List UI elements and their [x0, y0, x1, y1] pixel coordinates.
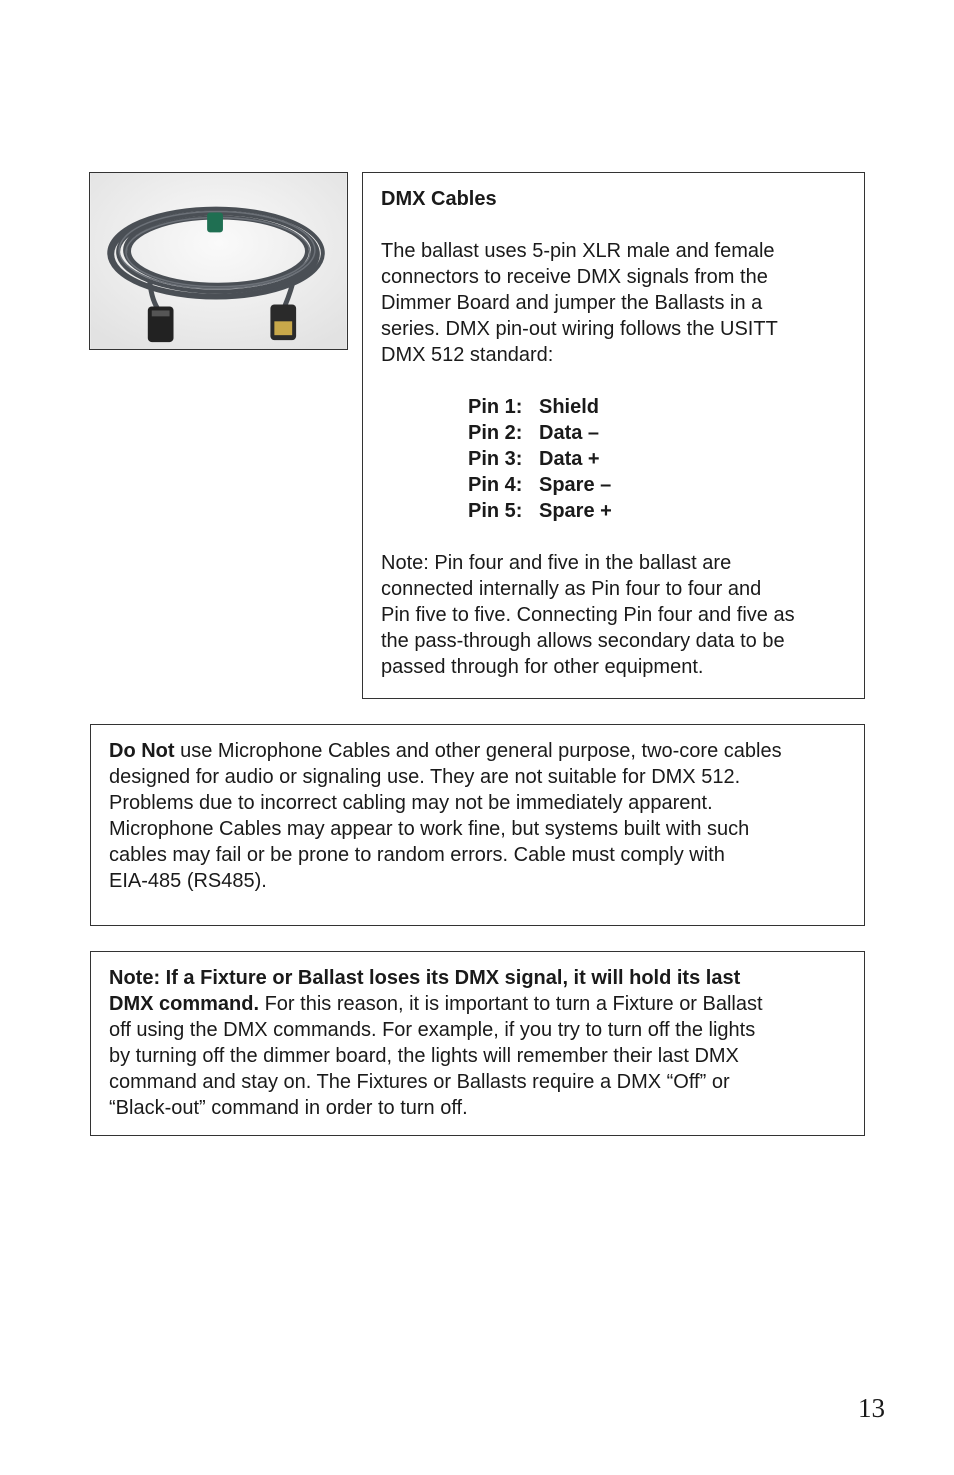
pin-label: Pin 3: — [468, 448, 523, 470]
warning-line: designed for audio or signaling use. They are not suitable for DMX 512. — [109, 766, 741, 788]
warning-line: cables may fail or be prone to random errors. Cable must comply with — [109, 844, 725, 866]
signal-note-line — [109, 991, 846, 1017]
signal-note-line: off using the DMX commands. For example, if you try to turn off the lights — [109, 1019, 756, 1041]
signal-note-text — [109, 965, 846, 1121]
intro-line: DMX 512 standard: — [381, 344, 554, 366]
pin-label: Pin 1: — [468, 396, 523, 418]
pin-row — [468, 498, 846, 524]
dmx-note — [381, 550, 846, 680]
warning-line — [109, 738, 846, 764]
note-line: passed through for other equipment. — [381, 656, 704, 678]
warning-line: Microphone Cables may appear to work fine, but systems built with such — [109, 818, 750, 840]
microphone-cable-warning-box — [90, 724, 865, 926]
note-line: the pass-through allows secondary data to be — [381, 630, 785, 652]
warning-text — [109, 738, 846, 894]
note-line: connected internally as Pin four to four and — [381, 578, 762, 600]
signal-note-line: “Black-out” command in order to turn off. — [109, 1097, 468, 1119]
intro-line: Dimmer Board and jumper the Ballasts in a — [381, 292, 763, 314]
note-line: Note: Pin four and five in the ballast are — [381, 552, 732, 574]
warning-line: Problems due to incorrect cabling may not be immediately apparent. — [109, 792, 713, 814]
signal-note-line: by turning off the dimmer board, the lights will remember their last DMX — [109, 1045, 739, 1067]
pin-label: Pin 2: — [468, 422, 523, 444]
pin-value: Spare – — [539, 474, 612, 496]
pin-value: Spare + — [539, 500, 612, 522]
warning-lead: Do Not — [109, 740, 175, 762]
warning-line-rest: use Microphone Cables and other general purpose, two-core cables — [174, 740, 782, 762]
signal-note-line: command and stay on. The Fixtures or Ballasts require a DMX “Off” or — [109, 1071, 730, 1093]
pin-value: Data + — [539, 448, 600, 470]
dmx-signal-note-box — [90, 951, 865, 1136]
dmx-cables-title: DMX Cables — [381, 188, 497, 210]
pin-out-list — [468, 394, 846, 524]
signal-note-line-rest: For this reason, it is important to turn a Fixture or Ballast — [259, 993, 763, 1015]
pin-label: Pin 4: — [468, 474, 523, 496]
dmx-cable-icon — [90, 173, 347, 349]
pin-value: Shield — [539, 396, 600, 418]
dmx-cables-box — [362, 172, 865, 699]
pin-value: Data – — [539, 422, 600, 444]
dmx-intro — [381, 238, 846, 368]
pin-label: Pin 5: — [468, 500, 523, 522]
signal-note-bold-phrase: DMX command. — [109, 993, 260, 1015]
pin-row — [468, 394, 846, 420]
intro-line: The ballast uses 5-pin XLR male and female — [381, 240, 775, 262]
warning-line: EIA-485 (RS485). — [109, 870, 267, 892]
page-number: 13 — [858, 1393, 885, 1423]
intro-line: connectors to receive DMX signals from the — [381, 266, 768, 288]
pin-row — [468, 472, 846, 498]
dmx-cable-photo — [89, 172, 348, 350]
intro-line: series. DMX pin-out wiring follows the USITT — [381, 318, 778, 340]
pin-row — [468, 420, 846, 446]
note-line: Pin five to five. Connecting Pin four and five as — [381, 604, 795, 626]
signal-note-bold-line: Note: If a Fixture or Ballast loses its DMX signal, it will hold its last — [109, 967, 741, 989]
pin-row — [468, 446, 846, 472]
